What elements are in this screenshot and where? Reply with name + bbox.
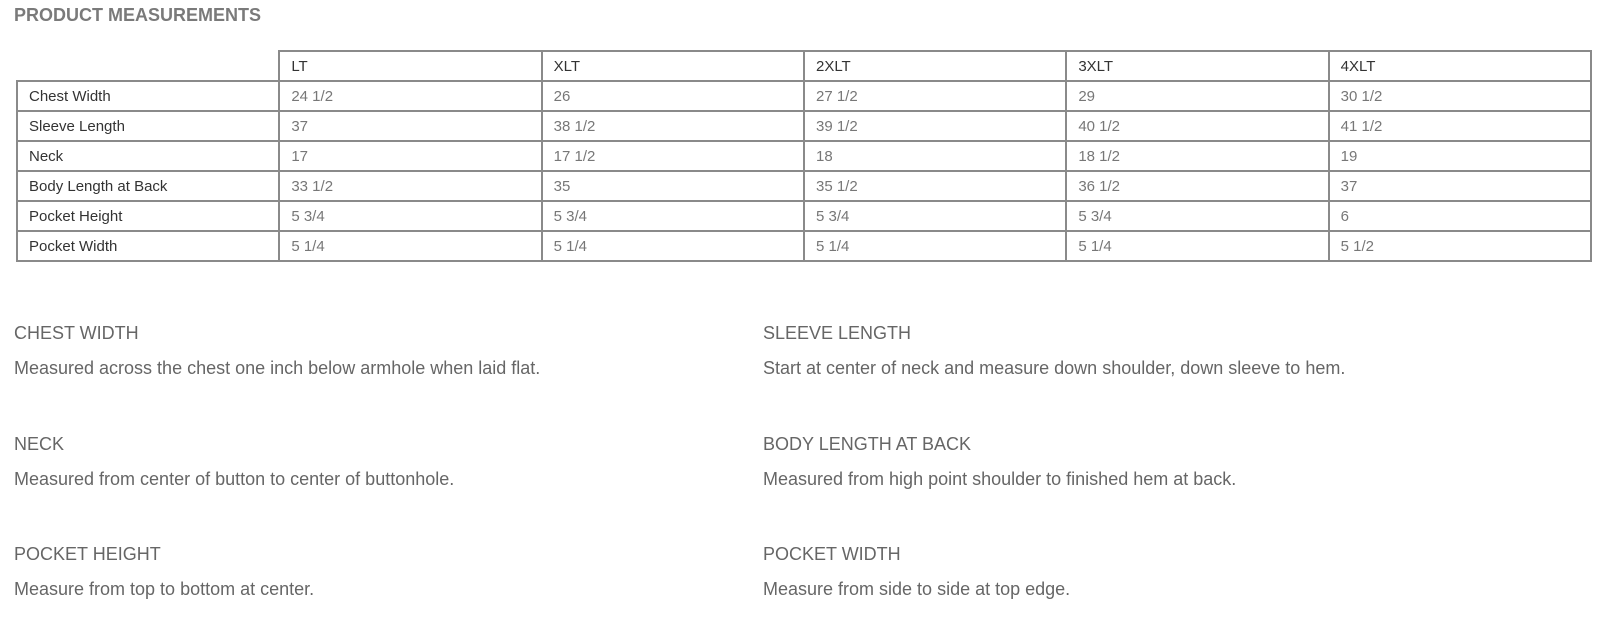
description-heading: NECK [14,434,65,454]
table-row [17,81,1591,111]
table-cell: 5 1/4 [542,231,804,261]
row-label: Pocket Height [17,201,279,231]
table-cell: 5 1/4 [1066,231,1328,261]
row-label: Sleeve Length [17,111,279,141]
table-cell: 41 1/2 [1329,111,1591,141]
table-row [17,231,1591,261]
description-pocket-width [763,542,1503,601]
table-row [17,111,1591,141]
description-heading: SLEEVE LENGTH [763,323,912,343]
table-cell: 37 [1329,171,1591,201]
table-row [17,201,1591,231]
table-cell: 26 [542,81,804,111]
description-text: Measured across the chest one inch below armhole when laid flat. [14,358,541,378]
table-cell: 27 1/2 [804,81,1066,111]
table-cell: 33 1/2 [279,171,541,201]
table-cell: 29 [1066,81,1328,111]
table-cell: 18 1/2 [1066,141,1328,171]
description-text: Measure from side to side at top edge. [763,579,1071,599]
description-neck [14,432,754,491]
table-cell: 17 [279,141,541,171]
table-cell: 5 1/2 [1329,231,1591,261]
size-header: XLT [542,51,804,81]
table-cell: 6 [1329,201,1591,231]
row-label: Chest Width [17,81,279,111]
size-header: 3XLT [1066,51,1328,81]
table-header-row [17,51,1591,81]
row-label: Body Length at Back [17,171,279,201]
size-header: 2XLT [804,51,1066,81]
description-text: Start at center of neck and measure down shoulder, down sleeve to hem. [763,358,1346,378]
description-text: Measure from top to bottom at center. [14,579,315,599]
measurements-table [16,50,1592,262]
description-pocket-height [14,542,754,601]
description-chest-width [14,321,754,380]
description-heading: BODY LENGTH AT BACK [763,434,972,454]
table-cell: 5 3/4 [279,201,541,231]
size-header: LT [279,51,541,81]
table-cell: 5 3/4 [804,201,1066,231]
description-text: Measured from high point shoulder to finished hem at back. [763,469,1237,489]
table-cell: 5 1/4 [279,231,541,261]
table-cell: 36 1/2 [1066,171,1328,201]
table-cell: 37 [279,111,541,141]
row-label: Pocket Width [17,231,279,261]
row-label: Neck [17,141,279,171]
size-header: 4XLT [1329,51,1591,81]
table-row [17,171,1591,201]
table-cell: 5 3/4 [1066,201,1328,231]
description-heading: POCKET HEIGHT [14,544,161,564]
table-cell: 35 1/2 [804,171,1066,201]
table-cell: 40 1/2 [1066,111,1328,141]
description-heading: POCKET WIDTH [763,544,901,564]
description-text: Measured from center of button to center of buttonhole. [14,469,455,489]
table-cell: 5 1/4 [804,231,1066,261]
table-cell: 17 1/2 [542,141,804,171]
table-cell: 38 1/2 [542,111,804,141]
table-cell: 19 [1329,141,1591,171]
description-body-length-at-back [763,432,1503,491]
table-row [17,141,1591,171]
table-cell: 18 [804,141,1066,171]
table-corner-cell [17,51,279,81]
table-cell: 30 1/2 [1329,81,1591,111]
description-sleeve-length [763,321,1503,380]
description-heading: CHEST WIDTH [14,323,139,343]
table-cell: 5 3/4 [542,201,804,231]
table-cell: 39 1/2 [804,111,1066,141]
table-cell: 35 [542,171,804,201]
table-cell: 24 1/2 [279,81,541,111]
page-title: PRODUCT MEASUREMENTS [14,5,262,25]
